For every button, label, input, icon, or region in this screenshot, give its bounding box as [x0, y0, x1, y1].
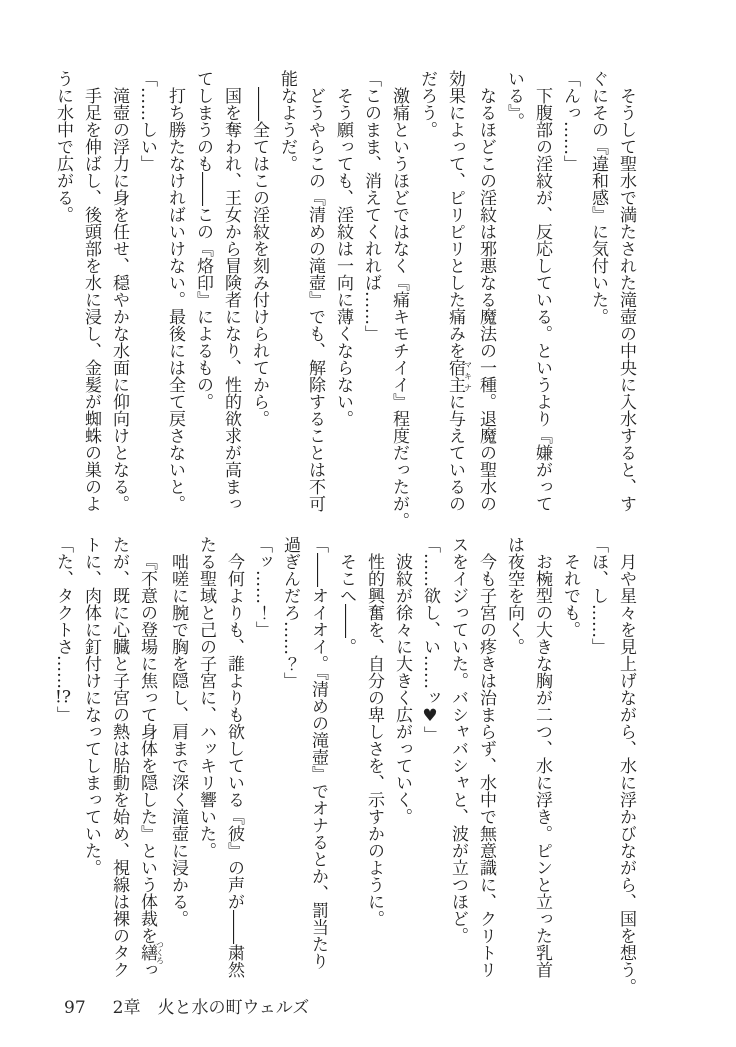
- text-line: 滝壺の浮力に身を任せ、穏やかな水面に仰向けとなる。: [109, 87, 129, 512]
- text-line: 「このまま、消えてくれれば……」: [361, 70, 381, 342]
- text-line: 「――オイオイ。『清めの滝壺』でオナるとか、罰当たり: [308, 536, 328, 970]
- text-line: トに、肉体に釘付けになってしまっていた。: [81, 536, 101, 876]
- text-line: 手足を伸ばし、後頭部を水に浸し、金髪が蜘蛛の巣のよ: [81, 87, 101, 512]
- text-line: なるほどこの淫紋は邪悪なる魔法の一種。退魔の聖水の: [476, 87, 496, 512]
- text-line: 下腹部の淫紋が、反応している。というより『嫌がって: [532, 87, 552, 512]
- ruby-annotated-word: 繕つくろ: [137, 940, 165, 965]
- text-line: 今何よりも、誰よりも欲している『彼』の声が――粛然: [224, 553, 244, 978]
- text-line: お椀型の大きな胸が二つ、水に浮き。ピンと立った乳首: [532, 553, 552, 978]
- text-line: 打ち勝たなければいけない。最後には全て戻さないと。: [165, 87, 185, 512]
- ruby-annotated-word: 宿主マキナ: [445, 359, 473, 393]
- text-line: スをイジっていた。バシャバシャと、波が立つほど。: [448, 536, 468, 944]
- text-line: 過ぎんだろ……？」: [280, 536, 300, 689]
- text-line: 「……欲し、い……ッ♥」: [420, 536, 440, 743]
- text-line: うに水中で広がる。: [53, 70, 73, 223]
- text-line: ――全てはこの淫紋を刻み付けられてから。: [249, 87, 269, 427]
- text-block-top: [49, 70, 640, 532]
- combined-chars: !?: [55, 689, 71, 706]
- text-line: 「……しい」: [137, 70, 157, 172]
- text-line: 国を奪われ、王女から冒険者になり、性的欲求が高まっ: [221, 87, 241, 512]
- text-line: 「た、タクトさ……!?」: [53, 536, 73, 723]
- text-line: どうやらこの『清めの滝壺』でも、解除することは不可: [305, 87, 325, 512]
- text-line: 月や星々を見上げながら、水に浮かびながら、国を想う。: [616, 553, 636, 995]
- text-line: 激痛というほどではなく『痛キモチイイ』程度だったが。: [389, 87, 409, 529]
- text-line: 『不意の登場に焦って身体を隠した』という体裁を繕つくろっ: [137, 553, 165, 978]
- page-footer: [64, 993, 309, 1018]
- text-line: 効果によって、ピリピリとした痛みを宿主マキナに与えているの: [445, 70, 473, 512]
- text-line: ぐにその『違和感』に気付いた。: [588, 70, 608, 325]
- text-line: 「ほ、し……」: [588, 536, 608, 655]
- text-line: たる聖域と己の子宮に、ハッキリ響いた。: [196, 536, 216, 859]
- text-line: だろう。: [417, 70, 437, 138]
- text-line: 波紋が徐々に大きく広がっていく。: [392, 553, 412, 825]
- text-line: 性的興奮を、自分の卑しさを、示すかのように。: [364, 553, 384, 927]
- text-line: そこへ――。: [336, 553, 356, 655]
- chapter-title: 2章 火と水の町ウェルズ: [112, 998, 310, 1018]
- text-line: いる』。: [504, 70, 524, 130]
- text-block-bottom: [49, 536, 640, 998]
- text-line: そうして聖水で満たされた滝壺の中央に入水すると、す: [616, 87, 636, 512]
- text-line: たが、既に心臓と子宮の熱は胎動を始め、視線は裸のタク: [109, 536, 129, 978]
- page-number: 97: [64, 998, 86, 1018]
- text-line: は夜空を向く。: [504, 536, 524, 655]
- text-line: 咄嗟に腕で胸を隠し、肩まで深く滝壺に浸かる。: [168, 553, 188, 927]
- text-line: てしまうのも――この『烙印』によるもの。: [193, 70, 213, 410]
- text-line: そう願っても、淫紋は一向に薄くならない。: [333, 87, 353, 427]
- text-line: それでも。: [560, 553, 580, 638]
- text-line: 「んっ……」: [560, 70, 580, 172]
- text-line: 今も子宮の疼きは治まらず、水中で無意識に、クリトリ: [476, 553, 496, 978]
- text-line: 能なようだ。: [277, 70, 297, 172]
- text-line: 「ッ……！」: [252, 536, 272, 638]
